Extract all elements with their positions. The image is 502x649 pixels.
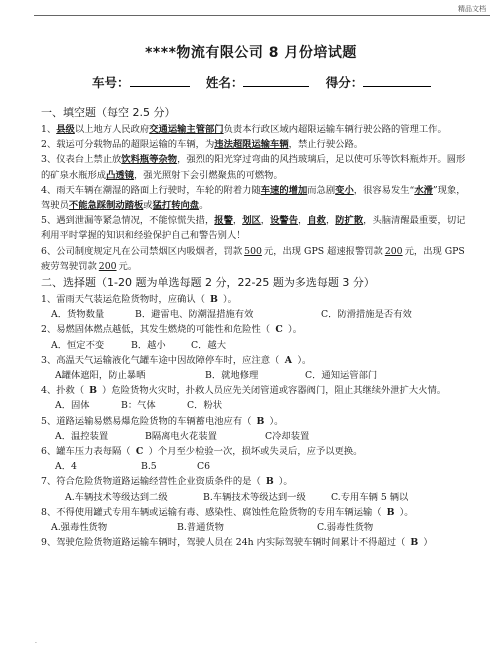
score-label: 得分：: [325, 75, 364, 90]
fill-question-5: [41, 213, 471, 243]
q-text: ，: [232, 215, 243, 227]
q-text: 或: [143, 200, 153, 212]
answer-text: 凸透镜: [106, 169, 134, 181]
answer-letter: C: [275, 324, 283, 336]
option-b: B．越小: [131, 339, 166, 351]
section-fill-title: 一、填空题（每空 2.5 分）: [41, 106, 176, 119]
answer-text: 不能急踩制动踏板: [68, 200, 144, 212]
choice-options-6: [41, 459, 471, 474]
option-a: A.强毒性货物: [51, 522, 108, 534]
q-text: 8、不得使用罐式专用车辆或运输有毒、感染性、腐蚀性危险货物的专用车辆运输（: [41, 506, 382, 518]
q-text: ，强烈的阳光穿过弯曲的风挡玻璃后，足以使可乐等饮料瓶炸开。圆形的矿泉水瓶形成: [41, 154, 466, 181]
option-a: A．温控装置: [55, 430, 109, 442]
answer-text: 猛打转向盘: [152, 200, 200, 212]
option-a: A．4: [55, 461, 77, 473]
fill-question-1: [41, 122, 471, 137]
option-b: B隔离电火花装置: [145, 430, 217, 442]
option-a: A．恒定不变: [51, 339, 105, 351]
choice-question-4: [41, 383, 471, 398]
choice-options-1: [41, 307, 471, 322]
answer-text: 交通运输主管部门: [149, 124, 224, 135]
q-text: ）。: [269, 415, 284, 427]
q-text: 6、罐车压力表每隔（: [41, 446, 131, 458]
answer-text: 自救: [307, 215, 326, 227]
answer-text: 设警告: [270, 215, 299, 227]
answer-text: 报警: [214, 215, 233, 227]
q-text: ）个月至少检验一次，损坏或失灵后，应予以更换。: [148, 446, 363, 458]
header-rule: [34, 15, 490, 16]
answer-text: 防扩散: [335, 215, 364, 227]
option-a: A.车辆技术等级达到二级: [65, 491, 168, 503]
fill-question-2: [41, 137, 471, 152]
option-c: C．通知运管部门: [305, 370, 378, 382]
q-text: ”现象，驾驶员: [41, 184, 466, 212]
option-a: A．货物数量: [51, 309, 105, 321]
option-a: A．固体: [55, 400, 90, 412]
q-text: ）。: [399, 506, 414, 518]
option-b: B.5: [141, 461, 157, 473]
answer-letter: B: [210, 294, 218, 306]
option-c: C冷却装置: [265, 430, 310, 442]
q-text: 3、仪表台上禁止放: [41, 154, 122, 166]
q-text: ）。: [222, 294, 237, 306]
q-text: ）危险货物火灾时，扑救人员应先关闭管道或容器阀门，阻止其继续外泄扩大火情。: [102, 385, 447, 397]
option-c: C．防滑措施是否有效: [321, 309, 412, 321]
answer-text: 车速的增加: [260, 184, 308, 196]
q-text: ，禁止行驶公路。: [288, 139, 364, 151]
q-text: 1、雷雨天气装运危险货物时，应确认（: [41, 294, 205, 306]
q-text: 负责本行政区域内超限运输车辆行驶公路的管理工作。: [223, 124, 447, 135]
q-text: 2、载运可分载物品的超限运输的车辆，为: [41, 139, 215, 151]
answer-letter: C: [135, 446, 144, 458]
choice-options-7: [41, 490, 471, 505]
car-number-blank[interactable]: [130, 74, 190, 87]
option-c: C.弱毒性货物: [317, 522, 374, 534]
choice-question-8: [41, 505, 471, 520]
page-title: ****物流有限公司 8 月份培试题: [145, 45, 357, 61]
choice-options-5: [41, 429, 471, 444]
q-text: ）。: [278, 476, 293, 488]
q-text: ，: [298, 215, 308, 227]
choice-options-8: [41, 520, 471, 535]
answer-text: 200: [98, 260, 117, 272]
answer-text: 500: [244, 245, 262, 257]
q-text: 6、公司制度规定凡在公司禁烟区内吸烟者，罚款: [41, 245, 243, 257]
q-text: 2、易燃固体燃点越低，其发生燃烧的可能性和危险性（: [41, 324, 271, 336]
answer-text: 变小: [335, 184, 354, 196]
option-c: C．越大: [191, 339, 227, 351]
score-blank[interactable]: [363, 74, 431, 87]
info-fields: [92, 73, 443, 91]
fill-question-4: [41, 183, 471, 213]
option-b: B．避雷电、防潮湿措施有效: [135, 309, 254, 321]
option-b: B：气体: [121, 400, 156, 412]
choice-question-7: [41, 474, 471, 489]
choice-options-4: [41, 398, 471, 413]
name-blank[interactable]: [243, 74, 309, 87]
q-text: ）。: [297, 354, 312, 366]
q-text: ）。: [288, 324, 302, 336]
q-text: 以上地方人民政府: [74, 124, 150, 135]
answer-text: 200: [384, 245, 403, 257]
q-text: 3、高温天气运输液化气罐车途中因故障停车时，应注意（: [41, 354, 280, 366]
q-text: 元，出现 GPS 疲劳驾驶罚款: [41, 245, 465, 272]
answer-letter: B: [265, 476, 274, 488]
q-text: ，很容易发生“: [353, 184, 415, 196]
footer-mark: .: [35, 638, 37, 645]
answer-text: 划区: [242, 215, 261, 227]
q-text: ，: [325, 215, 336, 227]
choice-options-2: [41, 338, 471, 353]
option-c: C.专用车辆 5 辆以: [331, 491, 409, 503]
section-choice-title: 二、选择题（1-20 题为单选每题 2 分，22-25 题为多选每题 3 分）: [41, 276, 375, 290]
answer-letter: B: [410, 537, 419, 549]
exam-body: [41, 104, 471, 550]
q-text: 7、符合危险货物道路运输经营性企业资质条件的是（: [41, 476, 261, 488]
q-text: ）: [423, 537, 433, 549]
option-c: C．粉状: [187, 400, 223, 412]
choice-options-3: [41, 368, 471, 383]
answer-text: 县级: [56, 124, 75, 135]
choice-question-2: [41, 322, 471, 337]
q-text: ，: [260, 215, 271, 227]
q-text: 1、: [41, 124, 57, 135]
answer-letter: B: [256, 415, 265, 427]
car-number-label: 车号：: [92, 75, 130, 90]
option-b: B.普通货物: [177, 522, 224, 534]
q-text: ，头脑清醒最重要，切记利用平时掌握的知识和经验保护自己和警告别人！: [41, 215, 466, 242]
answer-text: 违法超限运输车辆: [214, 139, 289, 151]
answer-text: 水滑: [414, 184, 433, 196]
q-text: ，强光照射下会引燃聚焦的可燃物。: [134, 169, 283, 181]
answer-letter: A: [284, 354, 292, 366]
choice-question-1: [41, 292, 471, 307]
answer-text: 饮料瓶等杂物: [121, 154, 178, 166]
q-text: 元，出现 GPS 超速报警罚款: [263, 245, 383, 257]
q-text: 9、驾驶危险货物道路运输车辆时，驾驶人员在 24h 内实际驾驶车辆时间累计不得超过（: [41, 537, 406, 549]
q-text: 4、扑救（: [41, 385, 85, 397]
choice-question-9: [41, 535, 471, 550]
fill-question-6: [41, 244, 471, 274]
q-text: 4、雨天车辆在潮湿的路面上行驶时，车轮的附着力随: [41, 184, 261, 196]
q-text: 5、道路运输易燃易爆危险货物的车辆蓄电池应有（: [41, 415, 252, 427]
q-text: 元。: [118, 260, 138, 272]
page-header: [0, 0, 502, 26]
option-b: B.车辆技术等级达到一级: [203, 491, 306, 503]
choice-question-3: [41, 353, 471, 368]
choice-question-6: [41, 444, 471, 459]
name-label: 姓名：: [205, 75, 244, 90]
q-text: 5、遇到泄漏等紧急情况，不能惊慌失措，: [41, 215, 215, 227]
choice-question-5: [41, 414, 471, 429]
q-text: 。: [199, 200, 209, 212]
header-label: 精品文档: [458, 5, 486, 13]
q-text: 而急剧: [307, 184, 336, 196]
answer-letter: B: [386, 506, 395, 518]
option-c: C6: [197, 461, 211, 473]
option-a: A罐体遮阳，防止暴晒: [55, 370, 146, 382]
answer-letter: B: [89, 385, 98, 397]
fill-question-3: [41, 152, 471, 182]
option-b: B．就地修理: [205, 370, 259, 382]
